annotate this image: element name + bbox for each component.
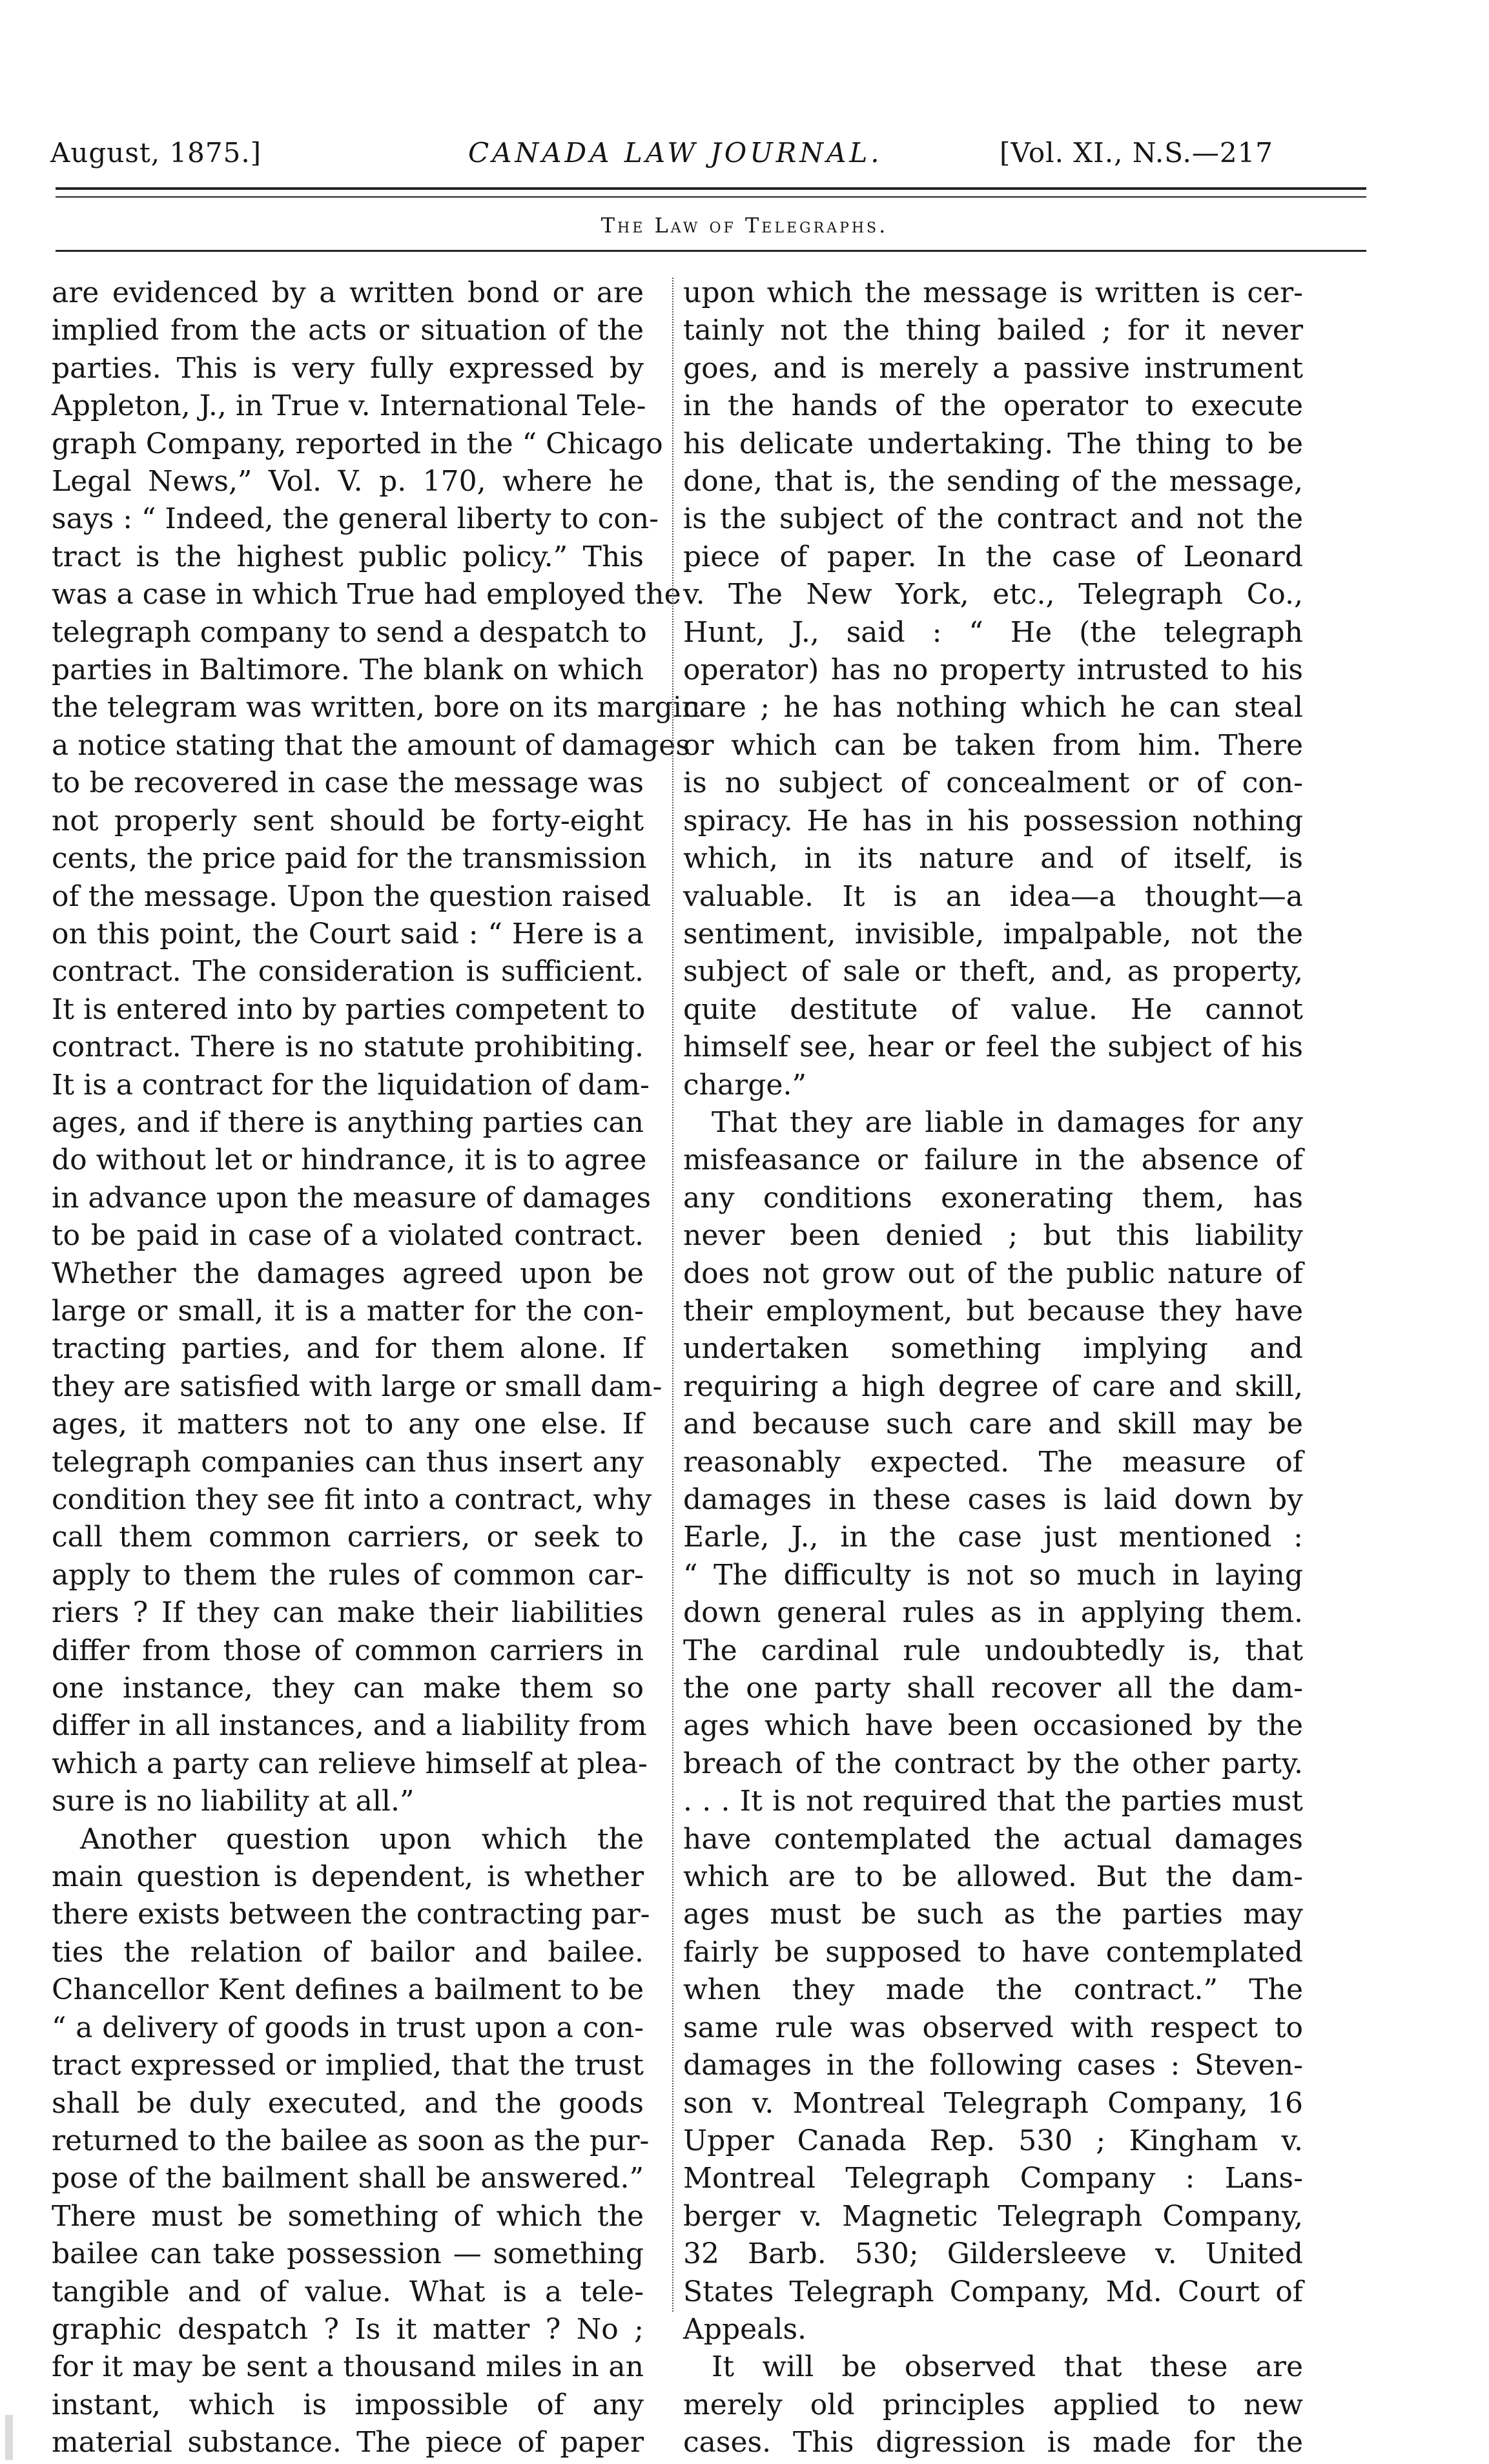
text-line: berger v. Magnetic Telegraph Company, [683,2199,1303,2233]
text-line: It is a contract for the liquidation of dam- [52,1068,650,1102]
header-journal-title: CANADA LAW JOURNAL. [468,137,883,169]
text-line: Another question upon which the [80,1822,644,1856]
header-rule-bottom [56,196,1366,198]
text-line: That they are liable in damages for any [712,1105,1303,1139]
text-line: ages which have been occasioned by the [683,1709,1303,1743]
text-line: main question is dependent, is whether [52,1860,644,1894]
text-line: It will be observed that these are [712,2350,1303,2384]
text-line: son v. Montreal Telegraph Company, 16 [683,2086,1303,2120]
text-line: operator) has no property intrusted to his [683,653,1303,687]
column-divider [672,278,675,2312]
left-column [52,274,701,2462]
text-line: fairly be supposed to have contemplated [683,1935,1303,1969]
text-line: There must be something of which the [52,2199,644,2233]
text-line: instant, which is impossible of any [52,2388,644,2421]
text-line: undertaken something implying and [683,1332,1303,1366]
text-line: himself see, hear or feel the subject of his [683,1031,1303,1064]
text-line: graphic despatch ? Is it matter ? No ; [52,2312,644,2346]
text-line: Earle, J., in the case just mentioned : [683,1521,1303,1554]
text-line: merely old principles applied to new [683,2388,1303,2421]
text-line: care ; he has nothing which he can steal [683,691,1303,724]
text-line: Appleton, J., in True v. International Tele- [52,389,646,423]
text-line: tracting parties, and for them alone. If [52,1332,644,1366]
text-line: returned to the bailee as soon as the pur- [52,2124,650,2157]
text-line: call them common carriers, or seek to [52,1521,644,1554]
header-date: August, 1875.] [50,137,262,169]
text-line: differ in all instances, and a liability from [52,1709,647,1743]
text-line: tangible and of value. What is a tele- [52,2275,644,2308]
right-column [683,274,1303,2462]
text-line: telegraph companies can thus insert any [52,1445,644,1479]
text-line: Montreal Telegraph Company : Lans- [683,2162,1303,2195]
text-line: contract. There is no statute prohibiting. [52,1031,644,1064]
text-line: large or small, it is a matter for the con- [52,1294,644,1328]
text-line: are evidenced by a written bond or are [52,276,644,309]
text-line: Hunt, J., said : “ He (the telegraph [683,615,1303,649]
section-rule [56,250,1366,252]
text-line: implied from the acts or situation of the [52,314,644,347]
text-line: there exists between the contracting par- [52,1898,650,1931]
header-volume-page: [Vol. XI., N.S.—217 [1000,137,1274,169]
text-line: in advance upon the measure of damages [52,1181,652,1215]
text-line: tainly not the thing bailed ; for it never [683,314,1303,347]
text-line: in the hands of the operator to execute [683,389,1303,423]
text-line: . . . It is not required that the parties must [683,1785,1303,1818]
text-line: parties in Baltimore. The blank on which [52,653,644,687]
text-line: never been denied ; but this liability [683,1219,1303,1253]
text-line: piece of paper. In the case of Leonard [683,540,1303,573]
text-line: misfeasance or failure in the absence of [683,1144,1303,1177]
text-line: Upper Canada Rep. 530 ; Kingham v. [683,2124,1303,2157]
text-line: for it may be sent a thousand miles in an [52,2350,644,2384]
text-line: condition they see fit into a contract, why [52,1483,652,1516]
text-line: not properly sent should be forty-eight [52,804,644,837]
text-line: ties the relation of bailor and bailee. [52,1935,644,1969]
text-line: sure is no liability at all.” [52,1785,415,1818]
text-line: they are satisfied with large or small dam- [52,1370,662,1403]
text-line: 32 Barb. 530; Gildersleeve v. United [683,2237,1303,2271]
text-line: telegraph company to send a despatch to [52,615,647,649]
text-line: Legal News,” Vol. V. p. 170, where he [52,465,644,498]
text-line: shall be duly executed, and the goods [52,2086,644,2120]
text-line: which, in its nature and of itself, is [683,842,1303,876]
text-line: which a party can relieve himself at plea- [52,1747,648,1780]
text-line: was a case in which True had employed the [52,578,681,611]
text-line: do without let or hindrance, it is to agree [52,1144,647,1177]
text-line: bailee can take possession — something [52,2237,644,2271]
text-line: cents, the price paid for the transmission [52,842,647,876]
text-line: requiring a high degree of care and skill, [683,1370,1303,1403]
text-line: the telegram was written, bore on its margin [52,691,701,724]
text-line: down general rules as in applying them. [683,1596,1303,1630]
text-line: upon which the message is written is cer- [683,276,1303,309]
text-line: is no subject of concealment or of con- [683,766,1303,800]
text-line: parties. This is very fully expressed by [52,351,644,385]
text-line: v. The New York, etc., Telegraph Co., [683,578,1303,611]
text-line: when they made the contract.” The [683,1973,1303,2007]
text-line: “ The difficulty is not so much in laying [683,1558,1303,1592]
text-line: the one party shall recover all the dam- [683,1672,1303,1705]
text-line: their employment, but because they have [683,1294,1303,1328]
text-line: sentiment, invisible, impalpable, not the [683,917,1303,950]
text-line: riers ? If they can make their liabilities [52,1596,644,1630]
text-line: done, that is, the sending of the message, [683,465,1303,498]
text-line: Whether the damages agreed upon be [52,1257,644,1290]
text-line: damages in the following cases : Steven- [683,2049,1303,2082]
text-line: subject of sale or theft, and, as property, [683,955,1303,989]
text-line: of the message. Upon the question raised [52,879,652,913]
text-line: which are to be allowed. But the dam- [683,1860,1303,1894]
text-line: The cardinal rule undoubtedly is, that [683,1634,1303,1667]
text-line: ages, and if there is anything parties can [52,1105,644,1139]
text-line: contract. The consideration is sufficient. [52,955,644,989]
text-line: material substance. The piece of paper [52,2426,644,2459]
text-line: quite destitute of value. He cannot [683,992,1303,1026]
text-line: pose of the bailment shall be answered.” [52,2162,644,2195]
text-line: goes, and is merely a passive instrument [683,351,1303,385]
text-line: tract expressed or implied, that the trust [52,2049,644,2082]
text-line: on this point, the Court said : “ Here is a [52,917,644,950]
text-line: Appeals. [683,2312,807,2346]
text-line: ages, it matters not to any one else. If [52,1408,644,1441]
section-title: The Law of Telegraphs. [601,213,888,238]
text-line: same rule was observed with respect to [683,2011,1303,2044]
text-line: spiracy. He has in his possession nothing [683,804,1303,837]
text-line: have contemplated the actual damages [683,1822,1303,1856]
text-line: valuable. It is an idea—a thought—a [683,879,1303,913]
text-line: to be recovered in case the message was [52,766,644,800]
text-line: one instance, they can make them so [52,1672,644,1705]
text-line: breach of the contract by the other party. [683,1747,1303,1780]
text-line: differ from those of common carriers in [52,1634,644,1667]
text-line: States Telegraph Company, Md. Court of [683,2275,1303,2308]
text-line: any conditions exonerating them, has [683,1181,1303,1215]
page-edge-mark [5,2415,13,2460]
text-line: does not grow out of the public nature of [683,1257,1303,1290]
text-line: damages in these cases is laid down by [683,1483,1303,1516]
text-line: a notice stating that the amount of damages [52,728,690,762]
text-line: cases. This digression is made for the [683,2426,1303,2459]
text-line: graph Company, reported in the “ Chicago [52,427,663,460]
text-line: ages must be such as the parties may [683,1898,1303,1931]
text-line: his delicate undertaking. The thing to be [683,427,1303,460]
text-line: or which can be taken from him. There [683,728,1303,762]
text-line: charge.” [683,1068,806,1102]
text-line: “ a delivery of goods in trust upon a con- [52,2011,644,2044]
text-line: and because such care and skill may be [683,1408,1303,1441]
text-line: tract is the highest public policy.” This [52,540,644,573]
text-line: says : “ Indeed, the general liberty to con- [52,502,659,536]
text-line: reasonably expected. The measure of [683,1445,1303,1479]
text-line: is the subject of the contract and not the [683,502,1303,536]
header-rule-top [56,187,1366,190]
text-line: Chancellor Kent defines a bailment to be [52,1973,644,2007]
text-line: apply to them the rules of common car- [52,1558,644,1592]
text-line: It is entered into by parties competent to [52,992,646,1026]
text-line: to be paid in case of a violated contract. [52,1219,644,1253]
